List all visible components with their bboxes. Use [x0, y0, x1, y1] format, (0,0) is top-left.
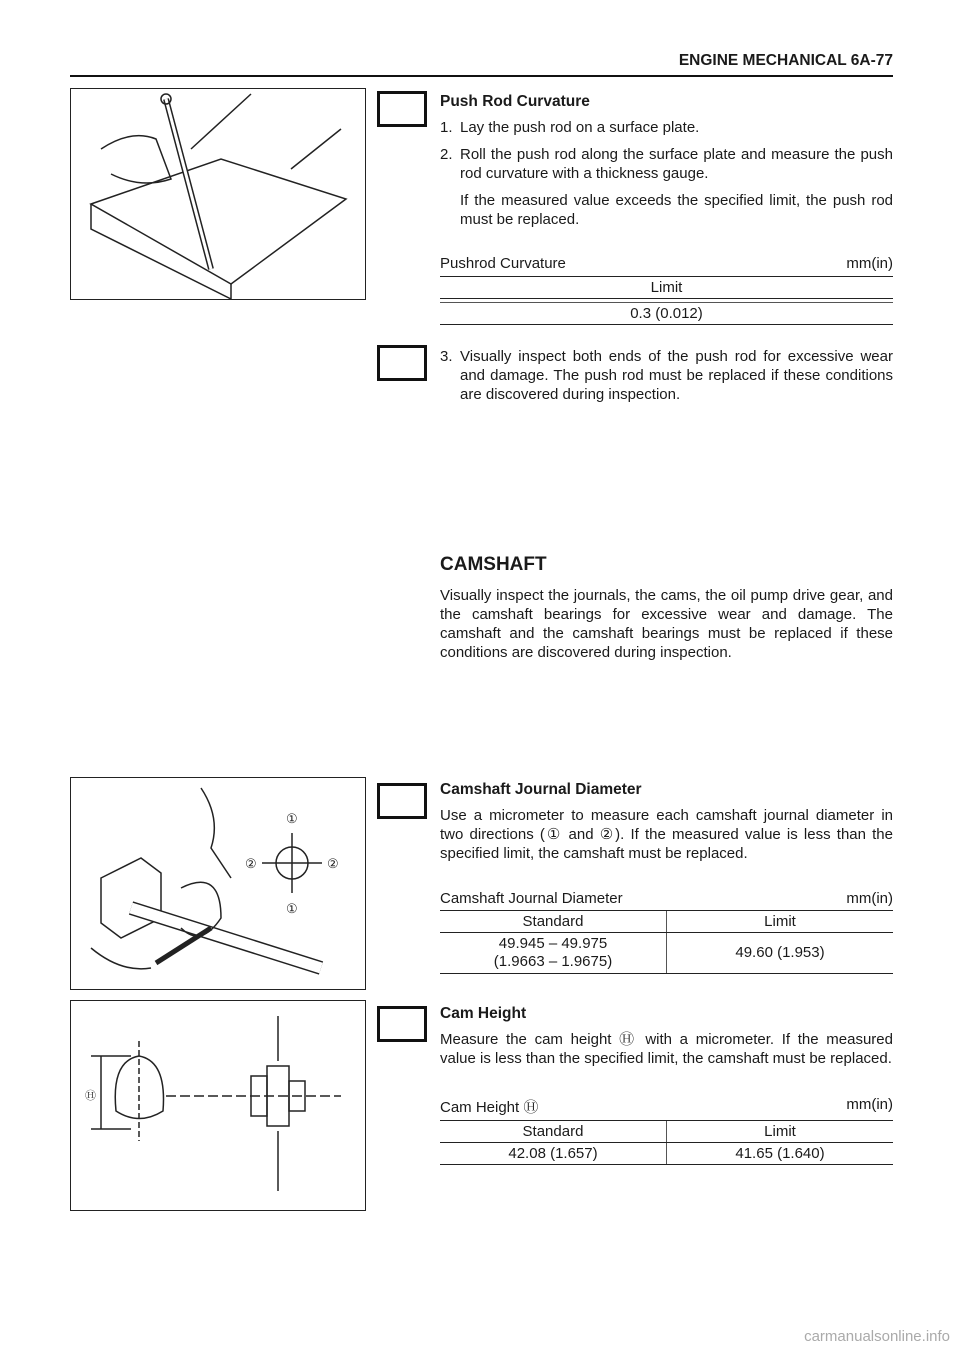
pushrod-spec-table — [440, 255, 893, 325]
table-caption: Cam Height Ⓗ — [440, 1099, 539, 1116]
step-text: Lay the push rod on a surface plate. — [460, 119, 700, 136]
step-1 — [440, 118, 893, 137]
table-caption: Pushrod Curvature — [440, 255, 566, 272]
pushrod-heading: Push Rod Curvature — [440, 93, 590, 110]
cam-height-spec-table — [440, 1096, 893, 1165]
journal-illustration — [70, 777, 366, 990]
pushrod-section — [440, 92, 893, 229]
inspect-icon — [377, 345, 427, 381]
step-text: Roll the push rod along the surface plate and measure the push rod curvature with a thickness gauge. — [460, 146, 893, 182]
cam-height-section — [440, 1004, 893, 1068]
label-h: Ⓗ — [85, 1090, 96, 1102]
step-2 — [440, 145, 893, 183]
note-text: If the measured value exceeds the specified limit, the push rod must be replaced. — [460, 192, 893, 228]
step-number: 2. — [440, 146, 453, 163]
camshaft-section — [440, 555, 893, 662]
label-1: ① — [286, 901, 298, 916]
journal-section — [440, 780, 893, 863]
cam-height-text: Measure the cam height Ⓗ with a micrometer. If the measured value is less than the specified limit, the camshaft must be replaced. — [440, 1031, 893, 1067]
table-header: Limit — [650, 279, 683, 296]
table-header: Limit — [666, 1121, 893, 1142]
watermark: carmanualsonline.info — [804, 1328, 950, 1345]
standard-mm: 49.945 – 49.975 — [498, 935, 608, 952]
table-unit: mm(in) — [846, 255, 893, 272]
journal-spec-table — [440, 890, 893, 974]
label-2: ② — [245, 856, 257, 871]
table-header: Standard — [522, 913, 584, 930]
measure-icon — [377, 783, 427, 819]
step-text: Visually inspect both ends of the push rod for excessive wear and damage. The push rod must be replaced if these conditions are discovered during inspection. — [460, 348, 893, 403]
label-2: ② — [327, 856, 339, 871]
header-rule — [70, 75, 893, 77]
table-cell: 0.3 (0.012) — [630, 305, 703, 322]
measure-icon — [377, 1006, 427, 1042]
pushrod-illustration — [70, 88, 366, 300]
table-cell: 49.60 (1.953) — [666, 933, 893, 973]
note — [440, 191, 893, 229]
standard-in: (1.9663 – 1.9675) — [493, 953, 613, 970]
cam-height-heading: Cam Height — [440, 1005, 527, 1022]
journal-text: Use a micrometer to measure each camshaft journal diameter in two directions (① and ②). If the measured value is less than the specified limit, the camshaft must be replaced. — [440, 807, 893, 862]
camshaft-heading: CAMSHAFT — [440, 554, 547, 575]
journal-heading: Camshaft Journal Diameter — [440, 781, 642, 798]
step-number: 3. — [440, 348, 453, 365]
table-cell: 41.65 (1.640) — [666, 1143, 893, 1164]
label-1: ① — [286, 811, 298, 826]
step-3-block — [440, 347, 893, 404]
cam-height-illustration — [70, 1000, 366, 1211]
table-unit: mm(in) — [846, 1096, 893, 1113]
table-cell: 42.08 (1.657) — [508, 1145, 598, 1162]
table-caption: Camshaft Journal Diameter — [440, 890, 623, 907]
table-unit: mm(in) — [846, 890, 893, 907]
measure-icon — [377, 91, 427, 127]
table-header: Limit — [666, 911, 893, 932]
table-header: Standard — [522, 1123, 584, 1140]
step-number: 1. — [440, 119, 453, 136]
step-3 — [440, 347, 893, 404]
page-header: ENGINE MECHANICAL 6A-77 — [678, 52, 893, 69]
camshaft-text: Visually inspect the journals, the cams, the oil pump drive gear, and the camshaft bearings for excessive wear and damage. The camshaft and the camshaft bearings must be replaced if these conditions are discovered during inspection. — [440, 587, 893, 661]
table-cell — [440, 933, 666, 973]
